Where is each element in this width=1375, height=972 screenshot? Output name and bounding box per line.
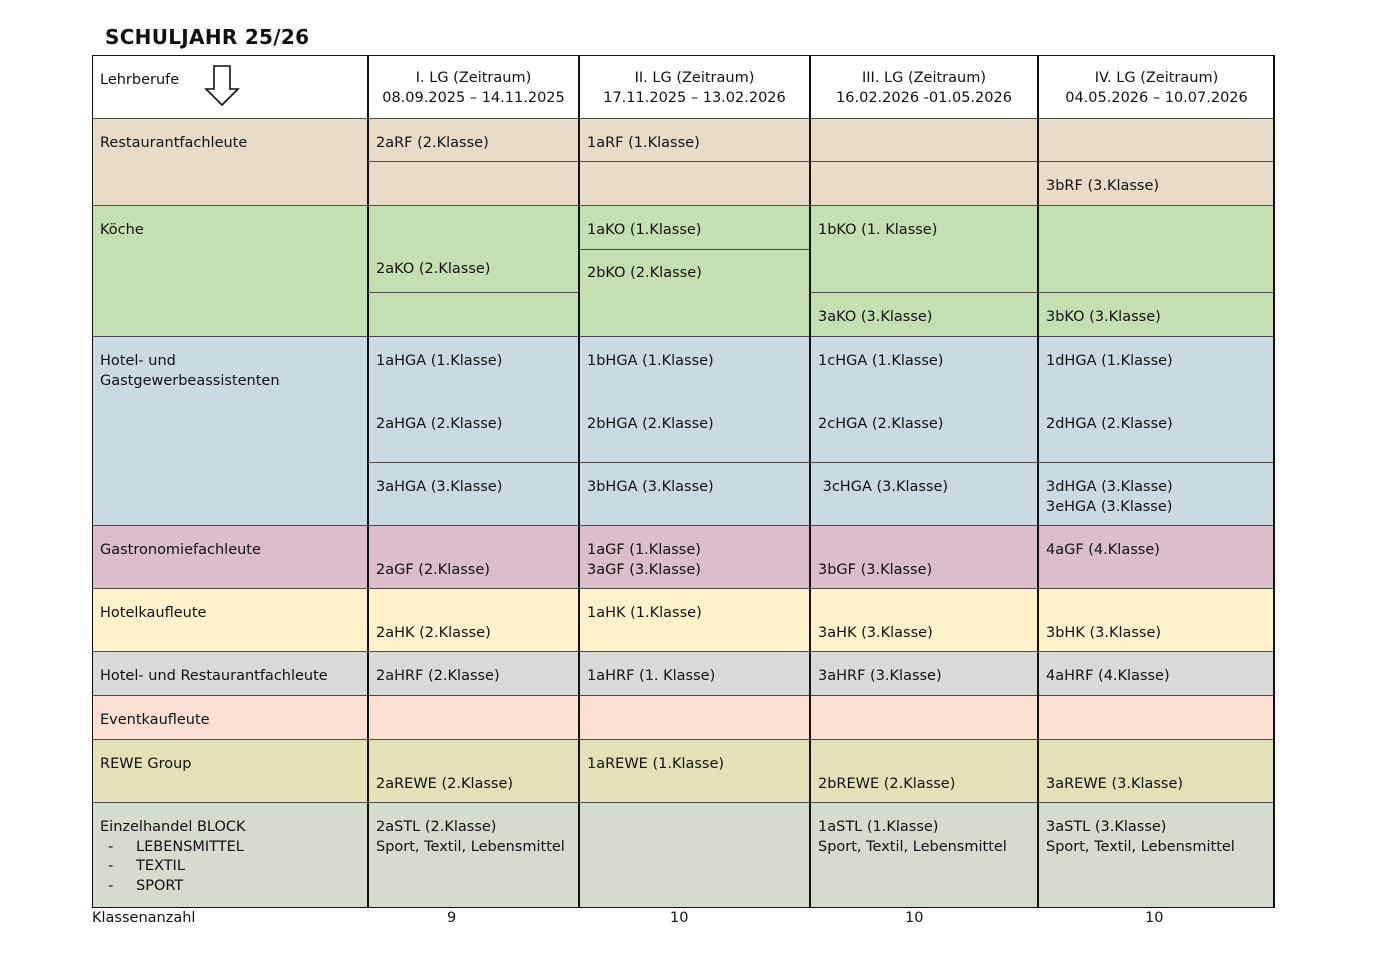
row-restaurant-label <box>92 134 368 154</box>
line-header-bottom <box>92 118 1275 119</box>
gastro-p3: 3bGF (3.Klasse) <box>818 562 933 578</box>
hga-r1-p1: 1aHGA (1.Klasse) <box>376 353 503 369</box>
row-einzel-label <box>92 818 368 896</box>
bullet-1: - <box>108 838 114 855</box>
hga-r3-p4-line2: 3eHGA (3.Klasse) <box>1046 498 1173 515</box>
hga-r3-p4-line1: 3dHGA (3.Klasse) <box>1046 479 1173 495</box>
einzel-item-1 <box>100 838 360 858</box>
gastro-p1: 2aGF (2.Klasse) <box>376 562 490 578</box>
hga-r3-p1: 3aHGA (3.Klasse) <box>376 479 503 495</box>
period-4-name: IV. LG (Zeitraum) <box>1094 70 1219 86</box>
hotelkauf-p3: 3aHK (3.Klasse) <box>818 625 933 641</box>
hotelkauf-p4: 3bHK (3.Klasse) <box>1046 625 1162 641</box>
bullet-2: - <box>108 858 114 874</box>
row-hga-label <box>92 352 368 391</box>
hga-r1-p4: 1dHGA (1.Klasse) <box>1046 353 1173 369</box>
einzel-p3 <box>810 818 1038 857</box>
rewe-p4: 3aREWE (3.Klasse) <box>1046 776 1184 792</box>
einzel-p4 <box>1038 818 1275 857</box>
line-koeche-sub-a <box>368 292 579 293</box>
hga-r2-p3: 2cHGA (2.Klasse) <box>818 416 944 432</box>
footer-count-1: 9 <box>447 910 457 926</box>
page-title: SCHULJAHR 25/26 <box>105 25 310 49</box>
hga-r2-p1: 2aHGA (2.Klasse) <box>376 416 503 432</box>
header-period-2 <box>579 55 810 118</box>
gastro-label-text: Gastronomiefachleute <box>100 542 261 558</box>
koeche-p2a: 1aKO (1.Klasse) <box>587 222 702 238</box>
rewe-p2: 1aREWE (1.Klasse) <box>587 756 725 772</box>
koeche-p1: 2aKO (2.Klasse) <box>376 261 491 277</box>
header-period-3 <box>810 55 1038 118</box>
period-4-range: 04.05.2026 – 10.07.2026 <box>1065 89 1248 106</box>
row-gastro-label <box>92 541 368 561</box>
vline-col4 <box>1037 55 1039 908</box>
header-period-4 <box>1038 55 1275 118</box>
schedule-table <box>92 55 1275 908</box>
line-rewe-bottom <box>92 802 1275 803</box>
einzel-p1-line1: 2aSTL (2.Klasse) <box>376 819 497 835</box>
vline-col2 <box>578 55 580 908</box>
einzel-p1-line2: Sport, Textil, Lebensmittel <box>376 838 565 855</box>
row-koeche-label <box>92 221 368 241</box>
hrf-p4: 4aHRF (4.Klasse) <box>1046 668 1170 684</box>
einzel-p4-line2: Sport, Textil, Lebensmittel <box>1046 838 1235 855</box>
period-2-range: 17.11.2025 – 13.02.2026 <box>603 89 786 106</box>
rewe-label-text: REWE Group <box>100 756 192 772</box>
gastro-p2-line1: 1aGF (1.Klasse) <box>587 542 701 558</box>
einzel-label-text: Einzelhandel BLOCK <box>100 819 246 835</box>
line-top <box>92 55 1275 56</box>
hga-r1-p2: 1bHGA (1.Klasse) <box>587 353 714 369</box>
line-restaurant-bottom <box>92 205 1275 206</box>
period-3-range: 16.02.2026 -01.05.2026 <box>836 89 1012 106</box>
down-arrow-icon <box>204 65 240 107</box>
hrf-p3: 3aHRF (3.Klasse) <box>818 668 942 684</box>
bullet-3: - <box>108 877 114 894</box>
line-hotelkauf-bottom <box>92 651 1275 652</box>
line-koeche-bottom <box>92 336 1275 337</box>
einzel-item-1-text: LEBENSMITTEL <box>136 838 244 855</box>
hga-r1-p3: 1cHGA (1.Klasse) <box>818 353 944 369</box>
hrf-p2: 1aHRF (1. Klasse) <box>587 668 716 684</box>
hga-r3-p2: 3bHGA (3.Klasse) <box>587 479 714 495</box>
einzel-item-3-text: SPORT <box>136 877 184 894</box>
hga-r3-p3: 3cHGA (3.Klasse) <box>818 479 949 495</box>
einzel-item-2 <box>100 857 360 877</box>
vline-col3 <box>809 55 811 908</box>
line-gastro-bottom <box>92 588 1275 589</box>
hotelkauf-p1: 2aHK (2.Klasse) <box>376 625 491 641</box>
einzel-p3-line1: 1aSTL (1.Klasse) <box>818 819 939 835</box>
restaurant-label-text: Restaurantfachleute <box>100 135 248 151</box>
einzel-p3-line2: Sport, Textil, Lebensmittel <box>818 838 1007 855</box>
restaurant-p4: 3bRF (3.Klasse) <box>1046 178 1160 194</box>
hga-label-line2: Gastgewerbeassistenten <box>100 372 280 389</box>
footer-count-2: 10 <box>670 910 689 926</box>
line-koeche-p2-sub <box>579 249 810 250</box>
row-hrf-label <box>92 667 368 687</box>
hrf-p1: 2aHRF (2.Klasse) <box>376 668 500 684</box>
line-hga-sub-2 <box>368 462 1275 463</box>
hotelkauf-label-text: Hotelkaufleute <box>100 605 207 621</box>
header-lehrberufe-label: Lehrberufe <box>100 72 180 88</box>
einzel-p1 <box>368 818 579 857</box>
koeche-p4: 3bKO (3.Klasse) <box>1046 309 1161 325</box>
koeche-p3b: 3aKO (3.Klasse) <box>818 309 933 325</box>
rewe-p3: 2bREWE (2.Klasse) <box>818 776 956 792</box>
line-hrf-bottom <box>92 695 1275 696</box>
period-1-name: I. LG (Zeitraum) <box>415 70 532 86</box>
row-hotelkauf-label <box>92 604 368 624</box>
einzel-item-2-text: TEXTIL <box>136 858 185 874</box>
restaurant-p2: 1aRF (1.Klasse) <box>587 135 700 151</box>
gastro-p4: 4aGF (4.Klasse) <box>1046 542 1160 558</box>
vline-col1 <box>367 55 369 908</box>
rewe-p1: 2aREWE (2.Klasse) <box>376 776 514 792</box>
koeche-label-text: Köche <box>100 222 144 238</box>
hga-label-line1: Hotel- und <box>100 353 176 369</box>
period-1-range: 08.09.2025 – 14.11.2025 <box>382 89 565 106</box>
hotelkauf-p2: 1aHK (1.Klasse) <box>587 605 702 621</box>
restaurant-p1: 2aRF (2.Klasse) <box>376 135 489 151</box>
einzel-p4-line1: 3aSTL (3.Klasse) <box>1046 819 1167 835</box>
line-table-bottom <box>92 907 1275 908</box>
hga-r3-p4 <box>1038 478 1275 517</box>
line-restaurant-sub <box>368 161 1275 162</box>
koeche-p2b: 2bKO (2.Klasse) <box>587 265 702 281</box>
hrf-label-text: Hotel- und Restaurantfachleute <box>100 668 328 684</box>
hga-r2-p4: 2dHGA (2.Klasse) <box>1046 416 1173 432</box>
vline-right <box>1273 55 1275 908</box>
footer-count-4: 10 <box>1145 910 1164 926</box>
gastro-p2-line2: 3aGF (3.Klasse) <box>587 561 701 578</box>
event-label-text: Eventkaufleute <box>100 712 210 728</box>
line-hga-bottom <box>92 525 1275 526</box>
einzel-item-3 <box>100 877 360 897</box>
footer-count-3: 10 <box>905 910 924 926</box>
header-period-1 <box>368 55 579 118</box>
koeche-p3a: 1bKO (1. Klasse) <box>818 222 938 238</box>
line-koeche-sub-b <box>810 292 1275 293</box>
hga-r2-p2: 2bHGA (2.Klasse) <box>587 416 714 432</box>
row-event-label <box>92 711 368 731</box>
vline-left <box>92 55 93 908</box>
row-rewe-label <box>92 755 368 775</box>
period-3-name: III. LG (Zeitraum) <box>861 70 986 86</box>
line-event-bottom <box>92 739 1275 740</box>
period-2-name: II. LG (Zeitraum) <box>634 70 755 86</box>
gastro-p2 <box>579 541 810 580</box>
footer-label: Klassenanzahl <box>92 910 196 926</box>
